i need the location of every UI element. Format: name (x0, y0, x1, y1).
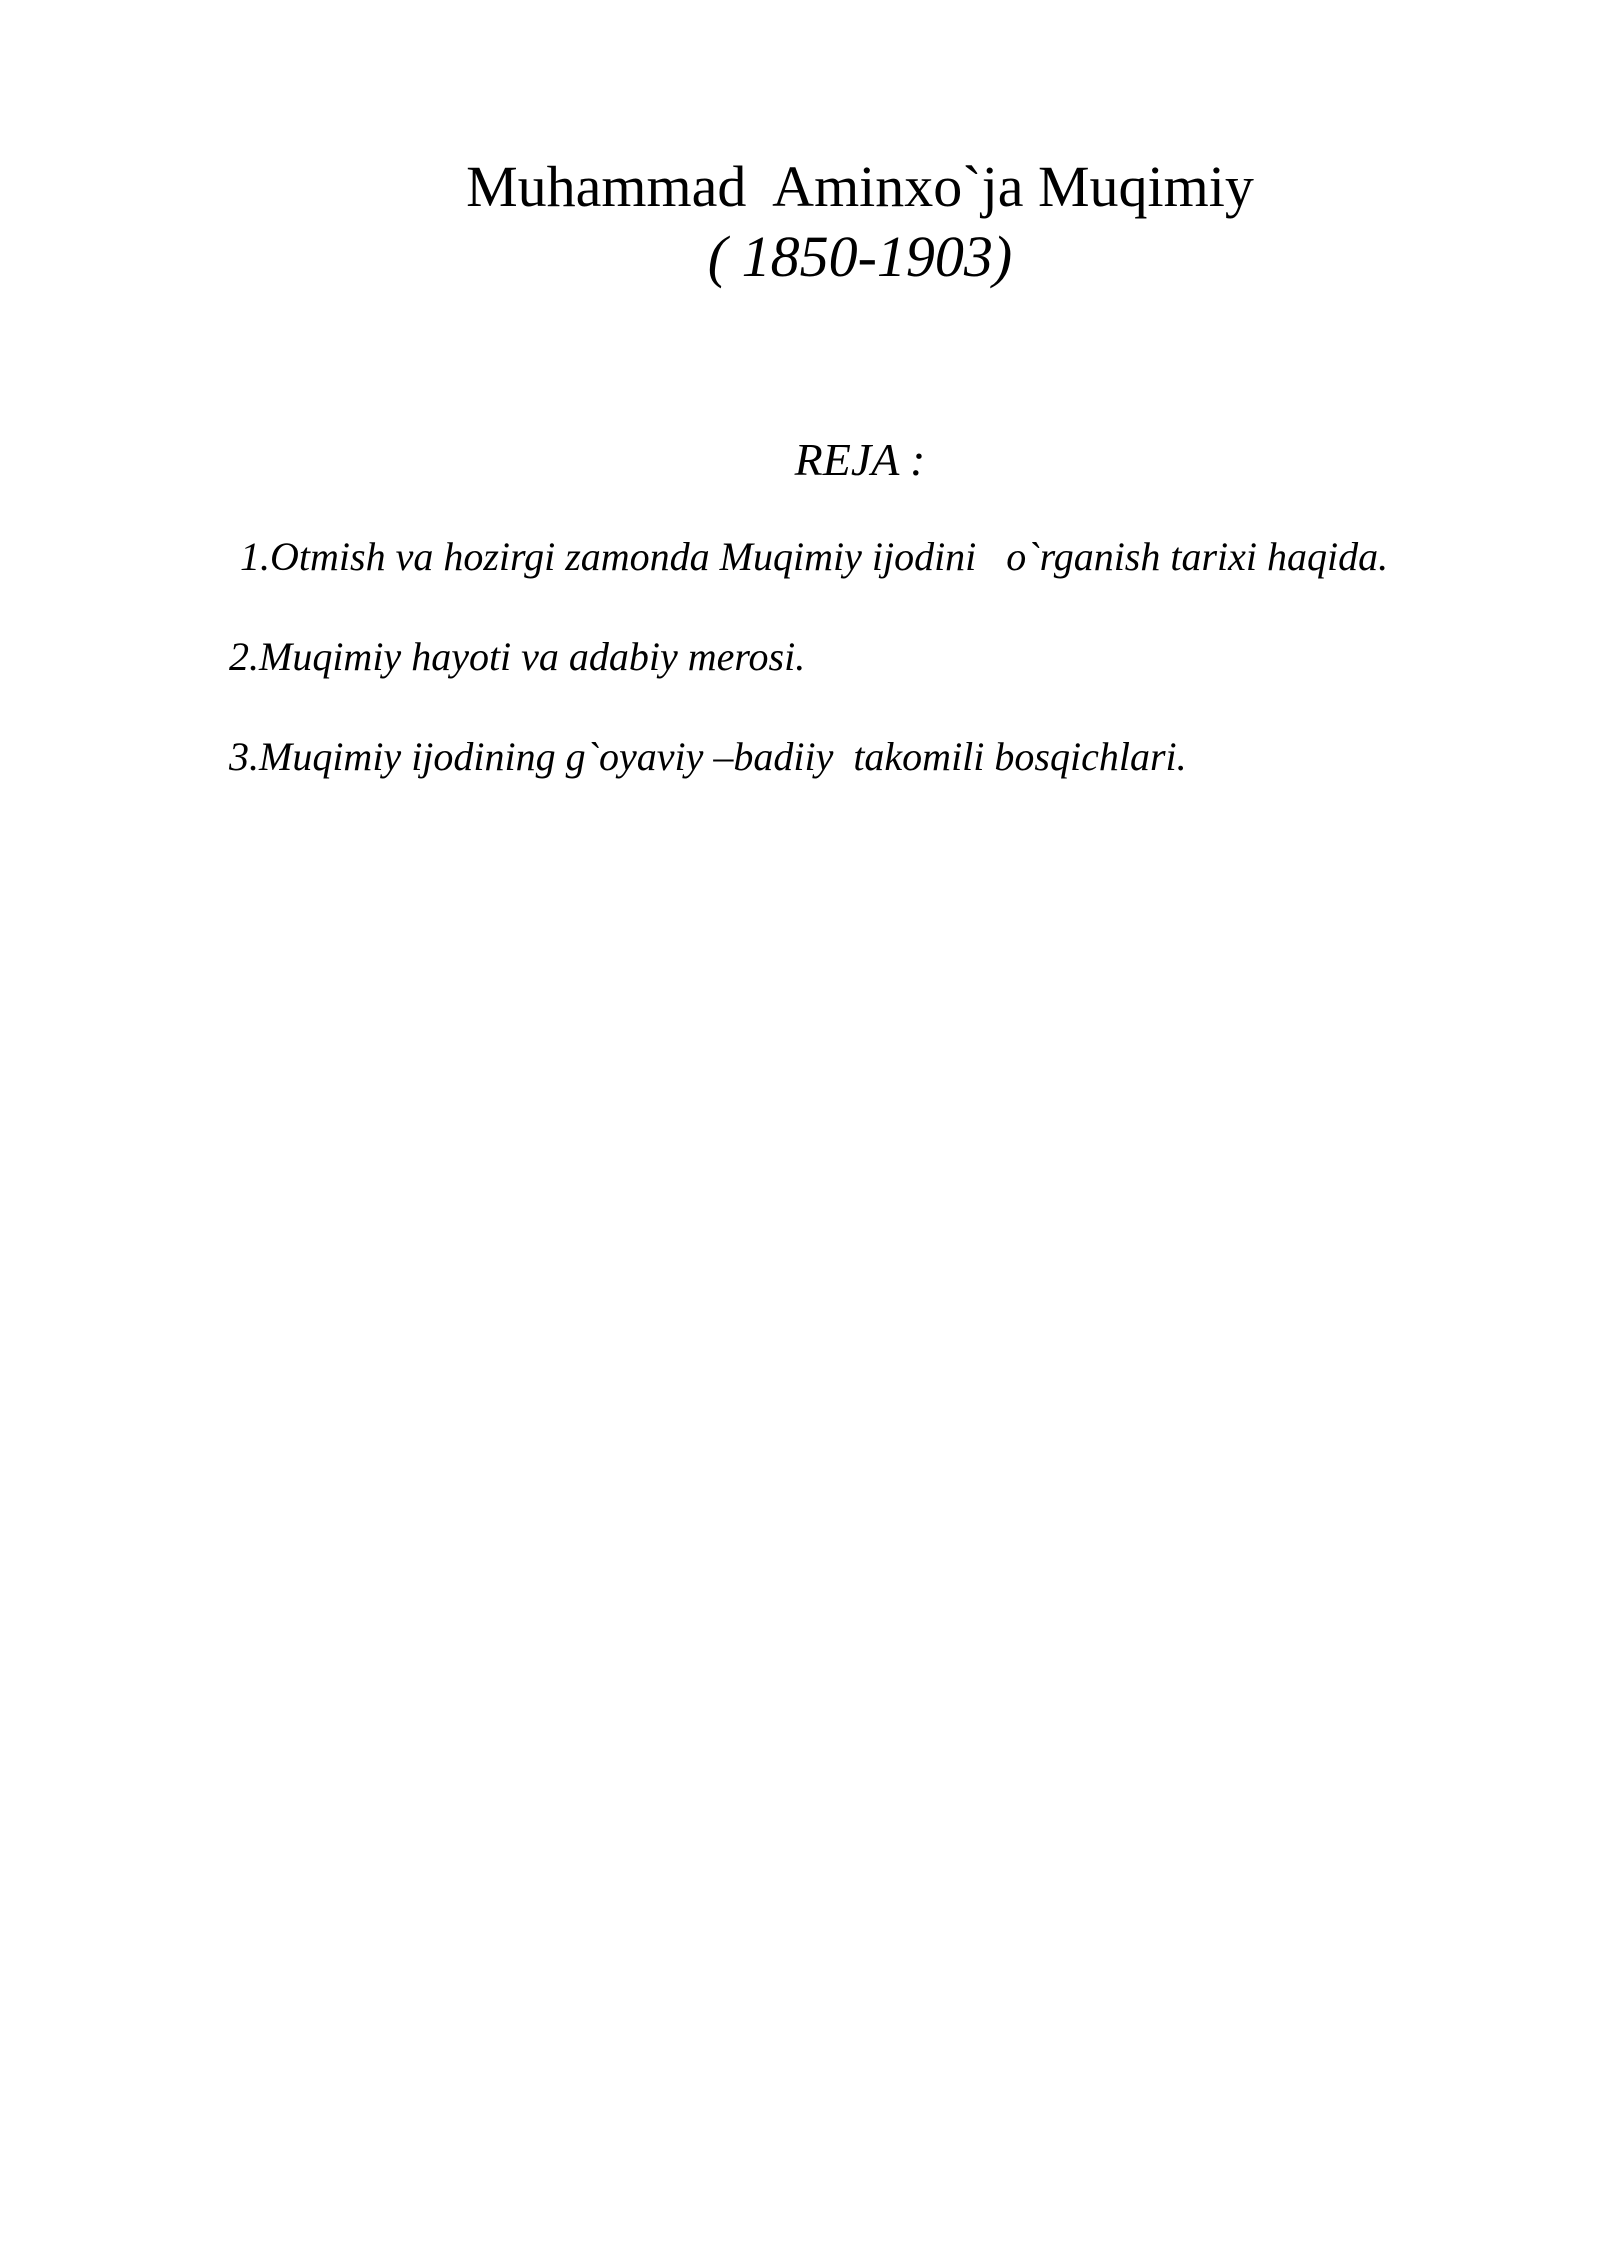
document-years: ( 1850-1903) (707, 224, 1013, 289)
plan-item-1: 1.Otmish va hozirgi zamonda Muqimiy ijodini o`rganish tarixi haqida. (240, 534, 1389, 579)
plan-item-3: 3.Muqimiy ijodining g`oyaviy –badiiy takomili bosqichlari. (229, 734, 1187, 779)
plan-item-2: 2.Muqimiy hayoti va adabiy merosi. (229, 634, 806, 679)
document-title: Muhammad Aminxo`ja Muqimiy (466, 154, 1254, 219)
plan-heading: REJA : (794, 434, 926, 485)
